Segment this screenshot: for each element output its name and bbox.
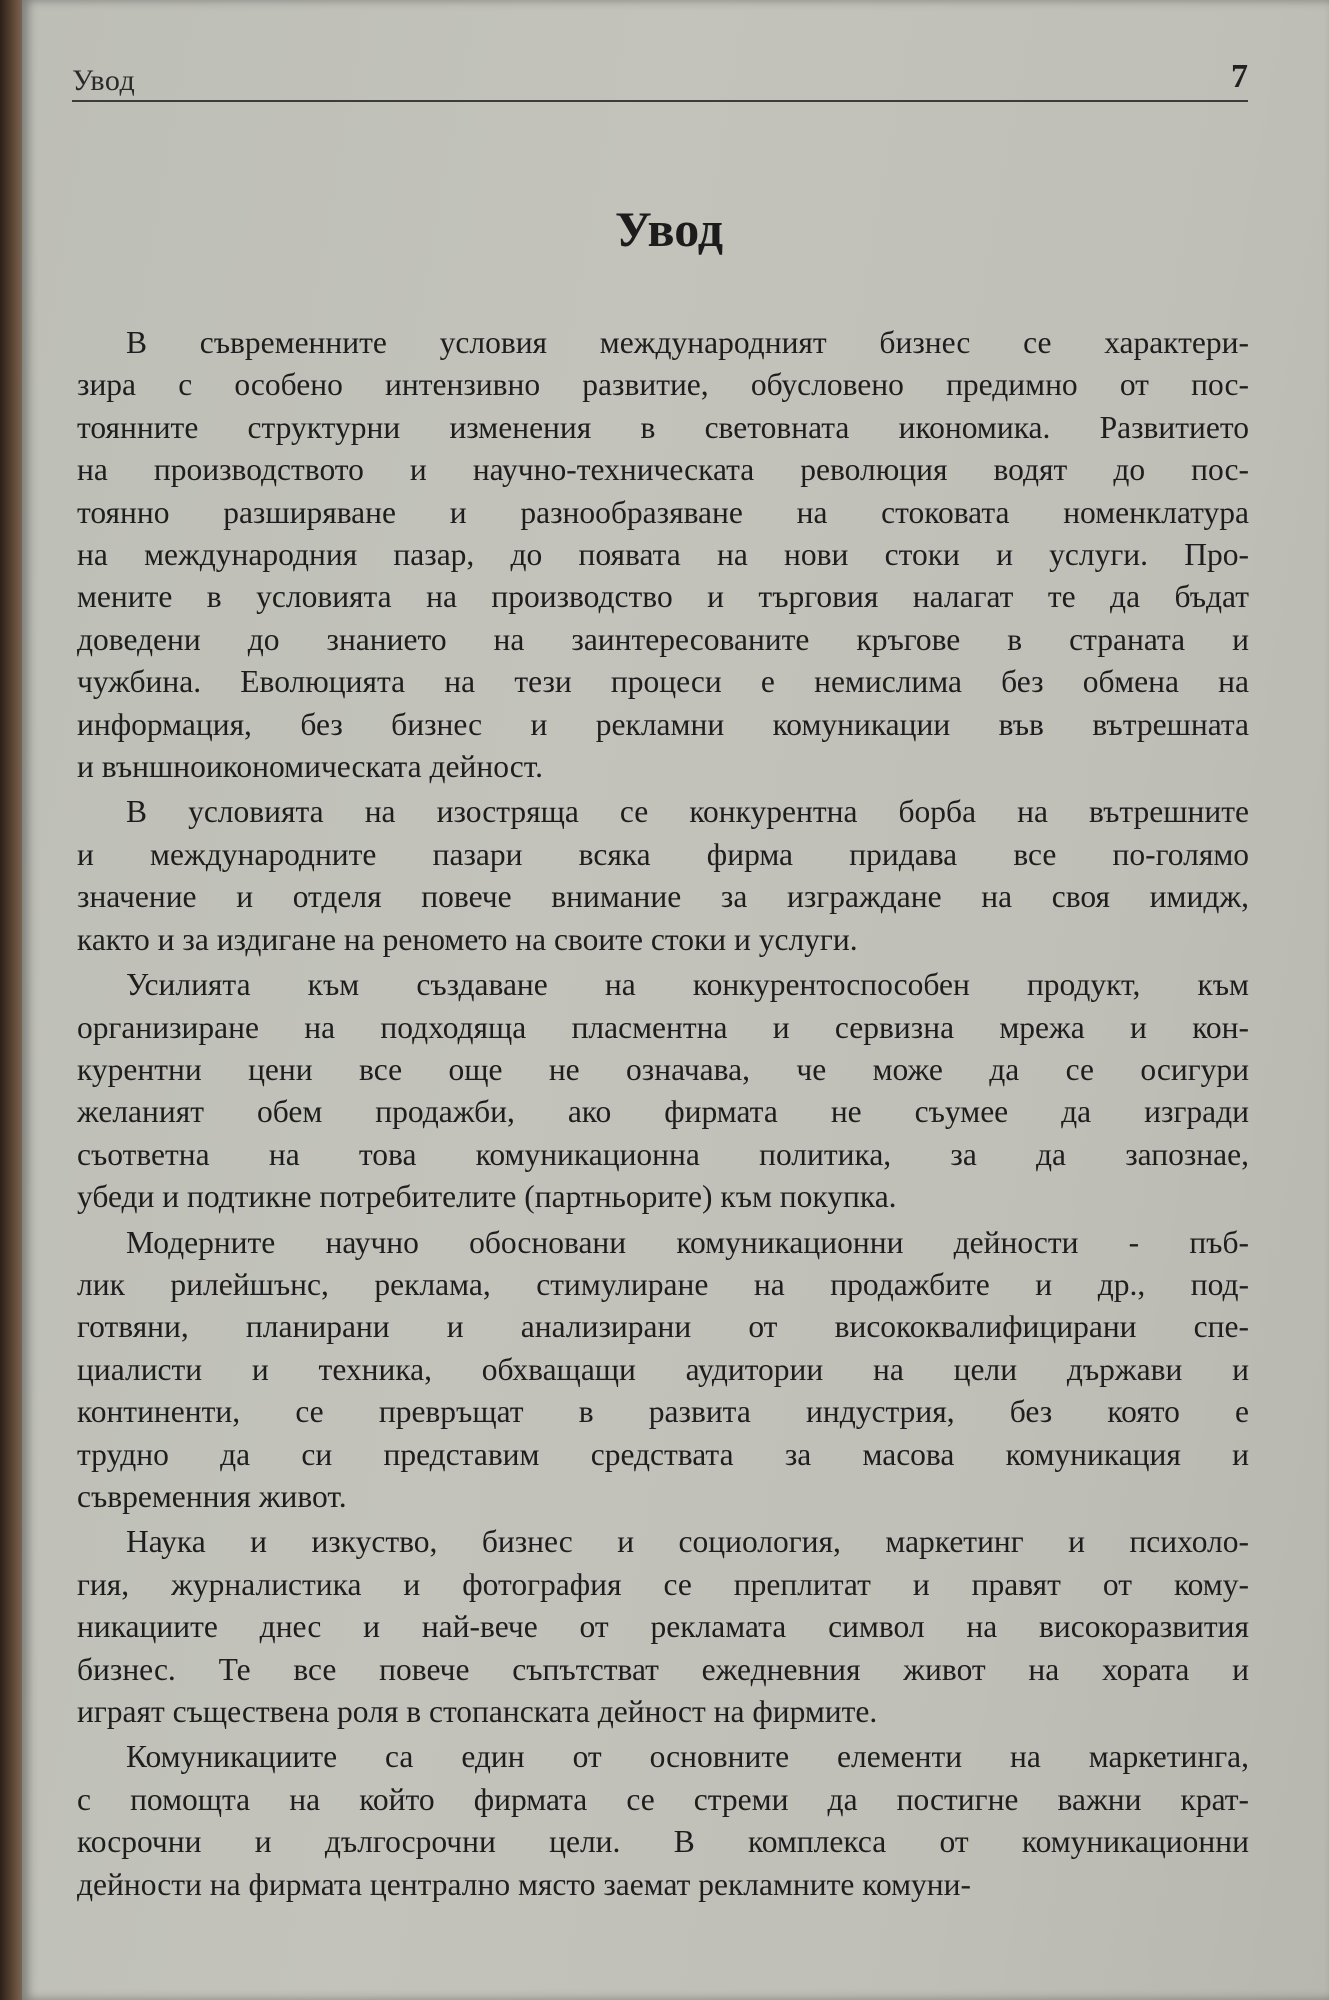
text-line: косрочни и дългосрочни цели. В комплекса от комуникационни <box>77 1824 1249 1860</box>
book-page <box>22 0 1329 2000</box>
text-line: Усилията към създаване на конкурентоспособен продукт, към <box>126 967 1249 1003</box>
text-line: доведени до знанието на заинтересованите кръгове в страната и <box>77 621 1249 657</box>
text-line: Модерните научно обосновани комуникационни дейности - пъб- <box>126 1224 1249 1260</box>
text-line: съответна на това комуникационна политика, за да запознае, <box>77 1136 1249 1172</box>
text-line: и външноикономическата дейност. <box>77 749 544 785</box>
text-line: лик рилейшънс, реклама, стимулиране на продажбите и др., под- <box>77 1266 1249 1302</box>
paragraph <box>77 1521 1249 1733</box>
text-line: Наука и изкуство, бизнес и социология, маркетинг и психоло- <box>126 1524 1249 1560</box>
paragraph <box>77 1222 1249 1519</box>
text-line: с помощта на който фирмата се стреми да постигне важни крат- <box>77 1781 1249 1817</box>
text-line: зира с особено интензивно развитие, обусловено предимно от пос- <box>77 367 1249 403</box>
text-line: тоянно разширяване и разнообразяване на стоковата номенклатура <box>77 494 1249 530</box>
text-line: чужбина. Еволюцията на тези процеси е немислима без обмена на <box>77 664 1249 700</box>
page-header <box>72 52 1248 102</box>
text-line: както и за издигане на реномето на своите стоки и услуги. <box>77 921 858 957</box>
text-line: информация, без бизнес и рекламни комуникации във вътрешната <box>77 706 1249 742</box>
running-head: Увод <box>72 64 136 97</box>
text-line: бизнес. Те все повече съпътстват ежедневния живот на хората и <box>77 1651 1249 1687</box>
chapter-title: Увод <box>614 201 724 257</box>
text-line: организиране на подходяща пласментна и сервизна мрежа и кон- <box>77 1009 1249 1045</box>
paragraph <box>77 964 1249 1218</box>
text-line: В условията на изостряща се конкурентна борба на вътрешните <box>126 794 1249 830</box>
text-line: континенти, се превръщат в развита индустрия, без която е <box>77 1394 1249 1430</box>
text-line: трудно да си представим средствата за масова комуникация и <box>77 1436 1249 1472</box>
text-line: убеди и подтикне потребителите (партньорите) към покупка. <box>77 1179 897 1215</box>
text-line: гия, журналистика и фотография се преплитат и правят от кому- <box>77 1566 1249 1602</box>
text-line: тоянните структурни изменения в световната икономика. Развитието <box>77 409 1249 445</box>
paragraph <box>77 322 1249 788</box>
text-line: Комуникациите са един от основните елементи на маркетинга, <box>126 1739 1249 1775</box>
text-line: и международните пазари всяка фирма придава все по-голямо <box>77 836 1249 872</box>
text-line: циалисти и техника, обхващащи аудитории на цели държави и <box>77 1351 1249 1387</box>
text-line: В съвременните условия международният бизнес се характери- <box>126 325 1249 360</box>
text-line: на производството и научно-техническата революция водят до пос- <box>77 452 1249 488</box>
text-line: значение и отделя повече внимание за изграждане на своя имидж, <box>77 879 1249 915</box>
text-line: курентни цени все още не означава, че може да се осигури <box>77 1051 1249 1087</box>
body-text <box>77 322 1249 1906</box>
text-line: дейности на фирмата централно място заемат рекламните комуни- <box>77 1866 971 1902</box>
text-line: никациите днес и най-вече от рекламата символ на високоразвития <box>77 1609 1249 1645</box>
page-number: 7 <box>1231 58 1248 95</box>
paragraph <box>77 1736 1249 1906</box>
book-spine-shadow <box>0 0 22 2000</box>
text-line: готвяни, планирани и анализирани от висококвалифицирани спе- <box>77 1309 1249 1345</box>
text-line: играят съществена роля в стопанската дейност на фирмите. <box>77 1694 878 1729</box>
text-line: желаният обем продажби, ако фирмата не съумее да изгради <box>77 1094 1249 1130</box>
text-line: на международния пазар, до появата на нови стоки и услуги. Про- <box>77 537 1249 573</box>
text-line: съвременния живот. <box>77 1478 347 1514</box>
paragraph <box>77 791 1249 961</box>
text-line: мените в условията на производство и търговия налагат те да бъдат <box>77 579 1249 615</box>
